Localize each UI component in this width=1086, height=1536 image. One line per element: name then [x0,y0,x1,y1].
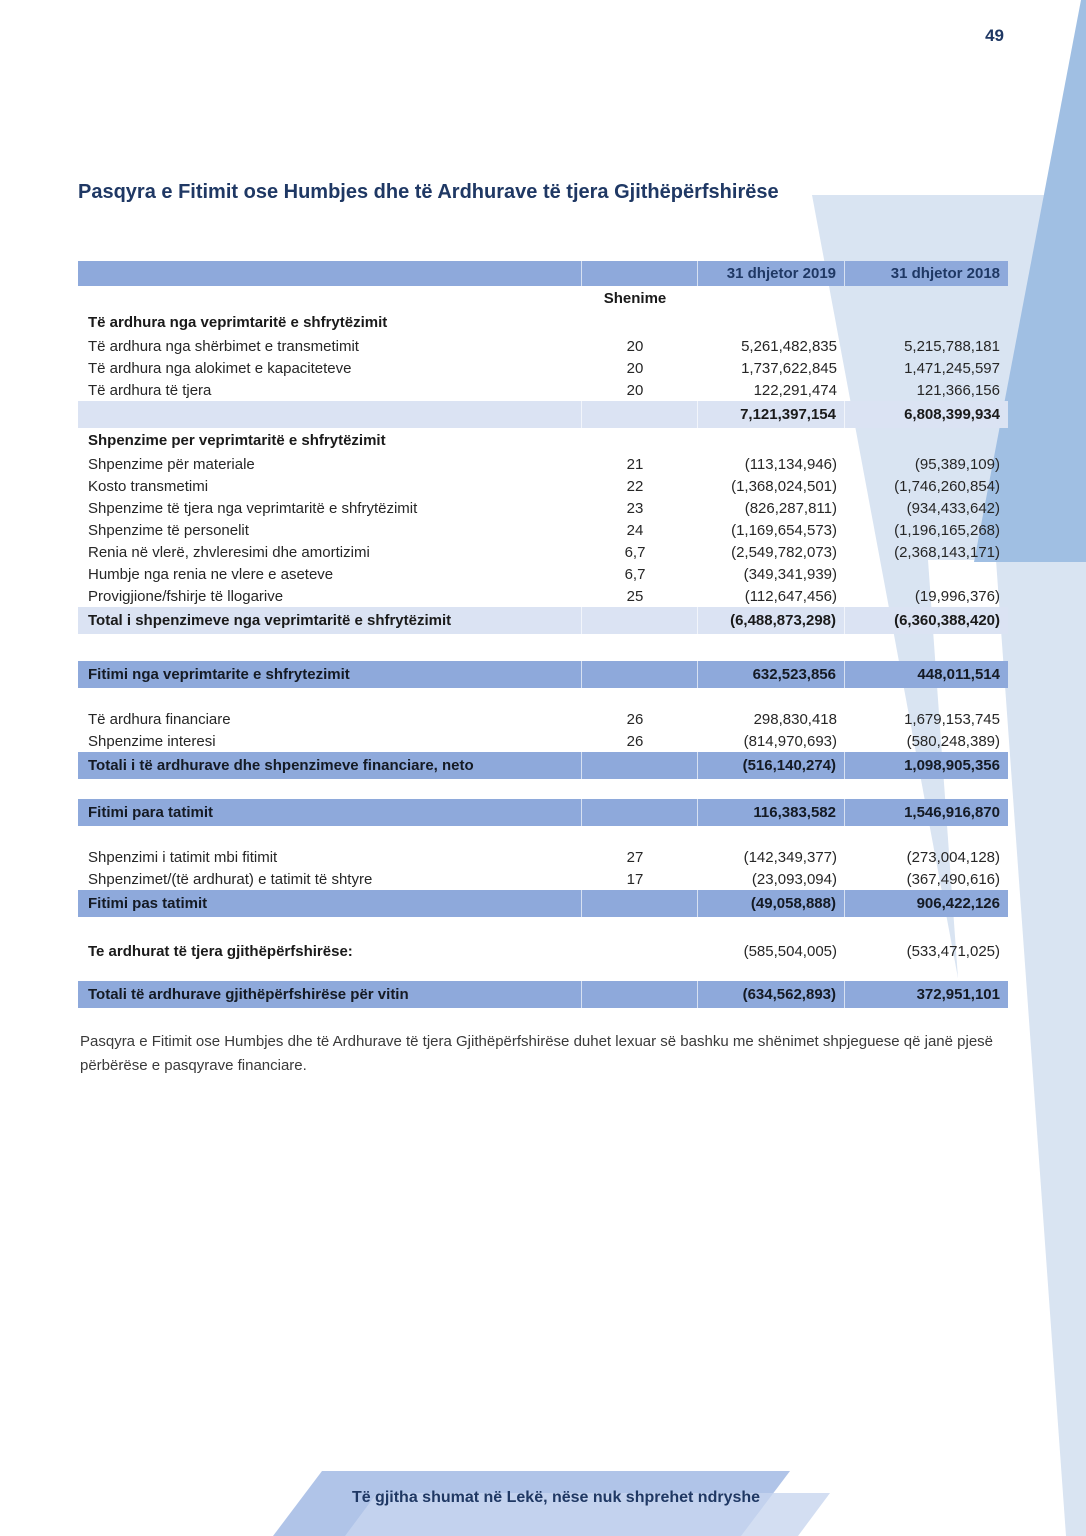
table-row [78,541,1008,563]
row-label: Të ardhura të tjera [88,381,212,399]
value-2019: (516,140,274) [698,752,845,779]
page-number: 49 [985,26,1004,45]
value-2019: (349,341,939) [743,565,837,583]
value-2018: 906,422,126 [916,895,1000,912]
note-ref [582,981,698,1008]
value-2019: 7,121,397,154 [698,401,845,428]
value-2019: (23,093,094) [751,870,837,888]
note-ref [582,428,698,453]
note-ref: 6,7 [624,543,646,561]
subtotal-row [78,401,1008,428]
note-ref [582,261,698,286]
note-ref: 17 [626,870,644,888]
note-ref [582,939,698,963]
value-2018: (934,433,642) [906,499,1000,517]
value-2018: (1,746,260,854) [894,477,1000,495]
note-ref: 21 [626,455,644,473]
value-2018: (533,471,025) [906,942,1000,960]
note-ref: 27 [626,848,644,866]
total-row [78,799,1008,826]
value-2019 [698,286,845,310]
row-label: Shpenzime të personelit [88,521,249,539]
value-2018 [845,428,1008,453]
row-label [78,401,582,428]
row-label: Shpenzimet/(të ardhurat) e tatimit të shtyre [88,870,373,888]
statement-note: Pasqyra e Fitimit ose Humbjes dhe të Ardhurave të tjera Gjithëpërfshirëse duhet lexuar së bashku me shënimet shpjeguese që janë pjesë përbërëse e pasqyrave financiare. [80,1033,994,1074]
spacer-row [78,779,1008,799]
spacer-row [78,917,1008,939]
row-label: Totali të ardhurave gjithëpërfshirëse për vitin [78,981,582,1008]
note-ref: 25 [626,587,644,605]
total-row [78,981,1008,1008]
value-2018: (2,368,143,171) [894,543,1000,561]
value-2019: 1,737,622,845 [741,359,837,377]
table-row [78,475,1008,497]
statement-table [78,261,1008,1008]
table-row [78,335,1008,357]
table-row [78,379,1008,401]
row-label: Shpenzime interesi [88,732,216,750]
note-ref: 22 [626,477,644,495]
notes-header-row [78,286,1008,310]
value-2018 [845,286,1008,310]
value-2019: 31 dhjetor 2019 [698,261,845,286]
row-label: Fitimi nga veprimtarite e shfrytezimit [78,661,582,688]
row-label: Shpenzime për materiale [88,455,255,473]
row-label: Të ardhura nga veprimtaritë e shfrytëzimit [88,314,388,331]
table-row [78,868,1008,890]
row-label: Totali i të ardhurave dhe shpenzimeve financiare, neto [78,752,582,779]
table-row [78,519,1008,541]
statement-content [78,261,1008,1093]
value-2019: (1,368,024,501) [731,477,837,495]
value-2018 [845,563,1008,585]
table-row [78,563,1008,585]
table-row [78,585,1008,607]
table-row [78,730,1008,752]
note-ref: 20 [626,359,644,377]
row-label: Të ardhura nga shërbimet e transmetimit [88,337,359,355]
value-2019 [698,310,845,335]
value-2018: (6,360,388,420) [894,612,1000,629]
value-2019: (826,287,811) [744,499,837,517]
table-row [78,846,1008,868]
value-2019: (6,488,873,298) [698,607,845,634]
subtotal-row [78,607,1008,634]
value-2018: 372,951,101 [916,986,1000,1003]
page-title: Pasqyra e Fitimit ose Humbjes dhe të Ardhurave të tjera Gjithëpërfshirëse [78,181,779,204]
row-label: Te ardhurat të tjera gjithëpërfshirëse: [88,942,353,960]
value-2018: 5,215,788,181 [904,337,1000,355]
note-ref [582,401,698,428]
row-label: Shpenzime per veprimtaritë e shfrytëzimit [88,432,386,449]
value-2018: 121,366,156 [916,381,1000,399]
row-label: Renia në vlerë, zhvleresimi dhe amortizimi [88,543,370,561]
note-ref: 26 [626,710,644,728]
spacer-row [78,826,1008,846]
row-label: Të ardhura financiare [88,710,231,728]
note-ref: 20 [626,337,644,355]
row-label: Total i shpenzimeve nga veprimtaritë e shfrytëzimit [78,607,582,634]
note-ref [582,607,698,634]
note-ref [582,661,698,688]
note-ref [582,799,698,826]
value-2018 [845,310,1008,335]
spacer-row [78,688,1008,708]
total-row [78,752,1008,779]
value-2019: 5,261,482,835 [741,337,837,355]
value-2019: 122,291,474 [753,381,837,399]
value-2018: 1,679,153,745 [904,710,1000,728]
table-row [78,357,1008,379]
value-2018: 31 dhjetor 2018 [890,265,1000,282]
spacer-row [78,634,1008,661]
other-income-row [78,939,1008,963]
value-2019: 298,830,418 [753,710,837,728]
table-row [78,453,1008,475]
table-row [78,497,1008,519]
value-2019: (1,169,654,573) [731,521,837,539]
value-2019: 116,383,582 [698,799,845,826]
row-label: Shpenzimi i tatimit mbi fitimit [88,848,278,866]
value-2018: (367,490,616) [906,870,1000,888]
row-label [78,286,582,310]
row-label: Kosto transmetimi [88,477,209,495]
value-2018: 1,098,905,356 [904,757,1000,774]
row-label: Fitimi para tatimit [78,799,582,826]
total-row [78,661,1008,688]
value-2019: (634,562,893) [698,981,845,1008]
value-2019: (113,134,946) [744,455,837,473]
note-ref: 23 [626,499,644,517]
value-2019 [698,428,845,453]
value-2018: 1,546,916,870 [904,804,1000,821]
row-label: Shpenzime të tjera nga veprimtaritë e shfrytëzimit [88,499,418,517]
value-2019: (585,504,005) [743,942,837,960]
total-row [78,890,1008,917]
value-2018: (273,004,128) [906,848,1000,866]
value-2018: (1,196,165,268) [894,521,1000,539]
note-ref [582,890,698,917]
row-label: Të ardhura nga alokimet e kapaciteteve [88,359,352,377]
note-ref: 6,7 [624,565,646,583]
section-header-row [78,310,1008,335]
value-2018: (580,248,389) [906,732,1000,750]
row-label [78,261,582,286]
table-row [78,708,1008,730]
row-label: Humbje nga renia ne vlere e aseteve [88,565,334,583]
note-ref: 20 [626,381,644,399]
section-header-row [78,428,1008,453]
note-ref [582,752,698,779]
value-2019: (2,549,782,073) [731,543,837,561]
note-ref: 24 [626,521,644,539]
value-2019: (112,647,456) [744,587,837,605]
value-2018: 448,011,514 [917,666,1000,683]
note-ref: 26 [626,732,644,750]
value-2018: (19,996,376) [914,587,1000,605]
value-2019: (49,058,888) [698,890,845,917]
value-2018: 6,808,399,934 [904,406,1000,423]
note-ref [582,310,698,335]
value-2019: (142,349,377) [743,848,837,866]
row-label: Provigjione/fshirje të llogarive [88,587,284,605]
value-2018: 1,471,245,597 [904,359,1000,377]
note-ref: Shenime [603,289,667,307]
spacer-row [78,963,1008,981]
value-2019: (814,970,693) [743,732,837,750]
row-label: Fitimi pas tatimit [78,890,582,917]
value-2019: 632,523,856 [698,661,845,688]
footer-banner: Të gjitha shumat në Lekë, nëse nuk shprehet ndryshe [351,1489,761,1506]
table-header-row [78,261,1008,286]
value-2018: (95,389,109) [914,455,1000,473]
